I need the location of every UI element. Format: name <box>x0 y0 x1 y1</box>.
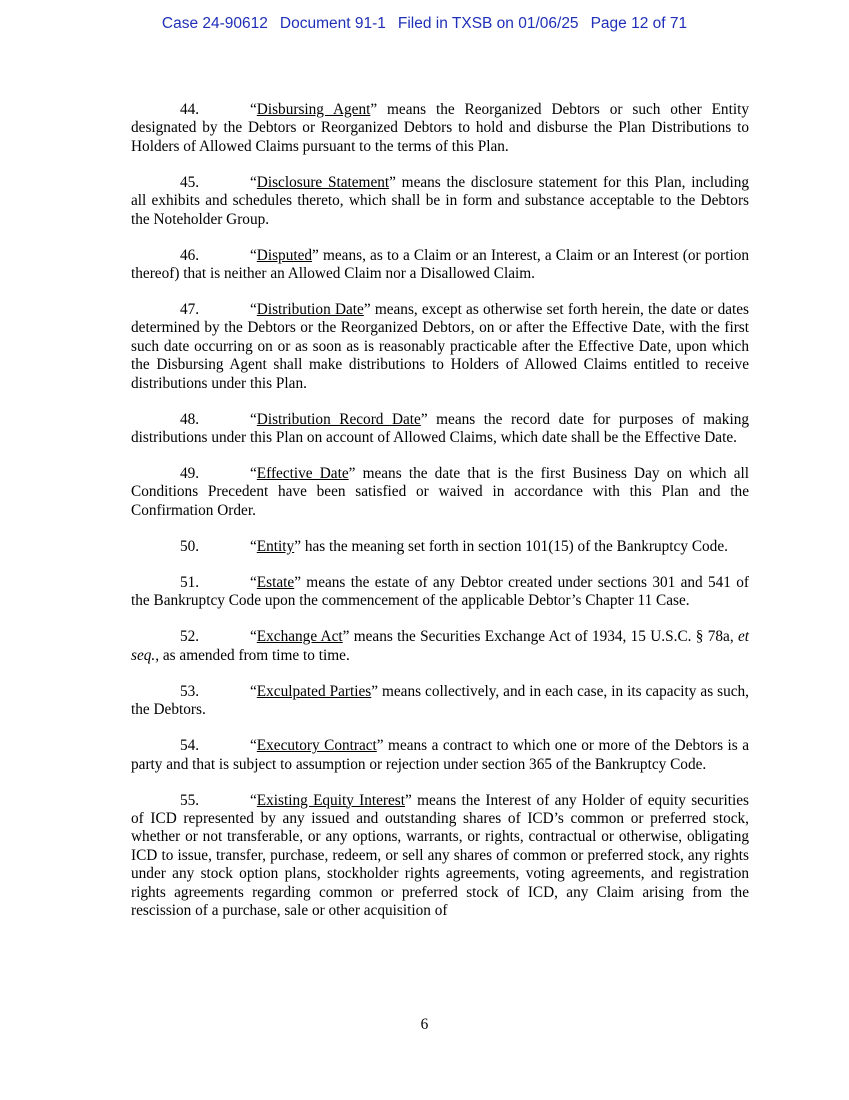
defined-term: Executory Contract <box>256 737 377 755</box>
defined-term: Disbursing Agent <box>256 101 371 118</box>
definition-text: ” means, as to a Claim or an Interest, a Claim or an Interest (or portion thereof) that is neither an Allowed Claim nor a Disallowed Claim. <box>131 246 749 283</box>
defined-term: Distribution Date <box>256 301 364 319</box>
definition-46: 46. “Disputed” means, as to a Claim or an Interest, a Claim or an Interest (or portion thereof) that is neither an Allowed Claim nor a Disallowed Claim. <box>131 246 749 283</box>
defined-term: Effective Date <box>256 465 349 483</box>
definition-text: ” means the Interest of any Holder of equity securities of ICD represented by any issued and outstanding shares of ICD’s common or preferred stock, whether or not transferable, or any options, warrants, or rights, contractual or otherwise, obligating ICD to issue, transfer, purchase, redeem, or sell any shares of common or preferred stock, any rights under any stock option plans, stockholder rights agreements, voting agreements, and registration rights agreements regarding common or preferred stock of ICD, any Claim arising from the rescission of a purchase, sale or other acquisition of <box>131 791 749 919</box>
document-number: Document 91-1 <box>279 15 386 32</box>
definition-52: 52. “Exchange Act” means the Securities Exchange Act of 1934, 15 U.S.C. § 78a, et seq., as amended from time to time. <box>131 628 750 664</box>
defined-term: Exculpated Parties <box>256 682 372 700</box>
paragraph-number: 51. <box>180 573 200 591</box>
paragraph-number: 52. <box>180 628 200 646</box>
paragraph-number: 50. <box>180 537 200 555</box>
definition-text: ” means the disclosure statement for this Plan, including all exhibits and schedules thereto, which shall be in form and substance acceptable to the Debtors the Noteholder Group. <box>131 173 750 228</box>
page-info: Page 12 of 71 <box>590 15 688 32</box>
case-header <box>0 15 849 33</box>
definition-54: 54. “Executory Contract” means a contract to which one or more of the Debtors is a party and that is subject to assumption or rejection under section 365 of the Bankruptcy Code. <box>131 737 750 773</box>
definition-48: 48. “Distribution Record Date” means the record date for purposes of making distributions under this Plan on account of Allowed Claims, which date shall be the Effective Date. <box>131 410 749 447</box>
defined-term: Existing Equity Interest <box>256 791 406 809</box>
case-number: Case 24-90612 <box>161 15 268 32</box>
defined-term: Disclosure Statement <box>256 173 390 191</box>
definition-45: 45. “Disclosure Statement” means the disclosure statement for this Plan, including all exhibits and schedules thereto, which shall be in form and substance acceptable to the Debtors the Noteholder Group. <box>131 173 750 228</box>
paragraph-number: 55. <box>180 791 200 809</box>
definition-text: ” means collectively, and in each case, in its capacity as such, the Debtors. <box>131 682 750 719</box>
paragraph-number: 48. <box>180 410 200 428</box>
definition-53: 53. “Exculpated Parties” means collectively, and in each case, in its capacity as such, the Debtors. <box>131 682 750 719</box>
defined-term: Disputed <box>256 246 313 264</box>
definition-text: ” means the Reorganized Debtors or such other Entity designated by the Debtors or Reorganized Debtors to hold and disburse the Plan Distributions to Holders of Allowed Claims pursuant to the terms of this Plan. <box>131 101 749 155</box>
paragraph-number: 44. <box>180 101 200 118</box>
defined-term: Estate <box>256 573 295 591</box>
definition-55: 55. “Existing Equity Interest” means the Interest of any Holder of equity securities of ICD represented by any issued and outstanding shares of ICD’s common or preferred stock, whether or not transferable, or any options, warrants, or rights, contractual or otherwise, obligating ICD to issue, transfer, purchase, redeem, or sell any shares of common or preferred stock, any rights under any stock option plans, stockholder rights agreements, voting agreements, and registration rights agreements regarding common or preferred stock of ICD, any Claim arising from the rescission of a purchase, sale or other acquisition of <box>131 791 749 919</box>
paragraph-number: 45. <box>180 173 200 191</box>
paragraph-number: 53. <box>180 682 200 700</box>
definition-44: 44. “Disbursing Agent” means the Reorganized Debtors or such other Entity designated by the Debtors or Reorganized Debtors to hold and disburse the Plan Distributions to Holders of Allowed Claims pursuant to the terms of this Plan. <box>131 101 749 155</box>
definition-text-tail: , as amended from time to time. <box>155 646 350 664</box>
paragraph-number: 49. <box>180 465 200 483</box>
definition-text: ” has the meaning set forth in section 101(15) of the Bankruptcy Code. <box>294 537 728 555</box>
definition-49: 49. “Effective Date” means the date that is the first Business Day on which all Conditions Precedent have been satisfied or waived in accordance with this Plan and the Confirmation Order. <box>131 465 749 519</box>
definition-47: 47. “Distribution Date” means, except as otherwise set forth herein, the date or dates determined by the Debtors or the Reorganized Debtors, on or after the Effective Date, with the first such date occurring on or as soon as is reasonably practicable after the Effective Date, upon which the Disbursing Agent shall make distributions to Holders of Allowed Claims entitled to receive distributions under this Plan. <box>131 301 750 392</box>
definition-italic-text: et seq. <box>131 628 750 664</box>
paragraph-number: 46. <box>180 246 200 264</box>
definition-text: ” means the estate of any Debtor created under sections 301 and 541 of the Bankruptcy Code upon the commencement of the applicable Debtor’s Chapter 11 Case. <box>131 573 749 610</box>
document-body <box>131 101 749 938</box>
paragraph-number: 54. <box>180 737 200 755</box>
definition-text: ” means the date that is the first Business Day on which all Conditions Precedent have been satisfied or waived in accordance with this Plan and the Confirmation Order. <box>131 465 749 519</box>
defined-term: Distribution Record Date <box>256 410 421 428</box>
definition-50: 50. “Entity” has the meaning set forth in section 101(15) of the Bankruptcy Code. <box>180 537 728 555</box>
definition-text: ” means the record date for purposes of making distributions under this Plan on account of Allowed Claims, which date shall be the Effective Date. <box>131 410 749 447</box>
definition-51: 51. “Estate” means the estate of any Debtor created under sections 301 and 541 of the Bankruptcy Code upon the commencement of the applicable Debtor’s Chapter 11 Case. <box>131 573 749 610</box>
defined-term: Exchange Act <box>256 628 343 646</box>
definition-text: ” means, except as otherwise set forth herein, the date or dates determined by the Debtors or the Reorganized Debtors, on or after the Effective Date, with the first such date occurring on or as soon as is reasonably practicable after the Effective Date, upon which the Disbursing Agent shall make distributions to Holders of Allowed Claims entitled to receive distributions under this Plan. <box>131 301 750 392</box>
defined-term: Entity <box>256 537 295 555</box>
definition-text: ” means the Securities Exchange Act of 1934, 15 U.S.C. § 78a, <box>342 628 738 646</box>
filed-info: Filed in TXSB on 01/06/25 <box>397 15 579 32</box>
page-number: 6 <box>420 1016 429 1033</box>
paragraph-number: 47. <box>180 301 200 319</box>
definition-text: ” means a contract to which one or more of the Debtors is a party and that is subject to assumption or rejection under section 365 of the Bankruptcy Code. <box>131 737 750 773</box>
